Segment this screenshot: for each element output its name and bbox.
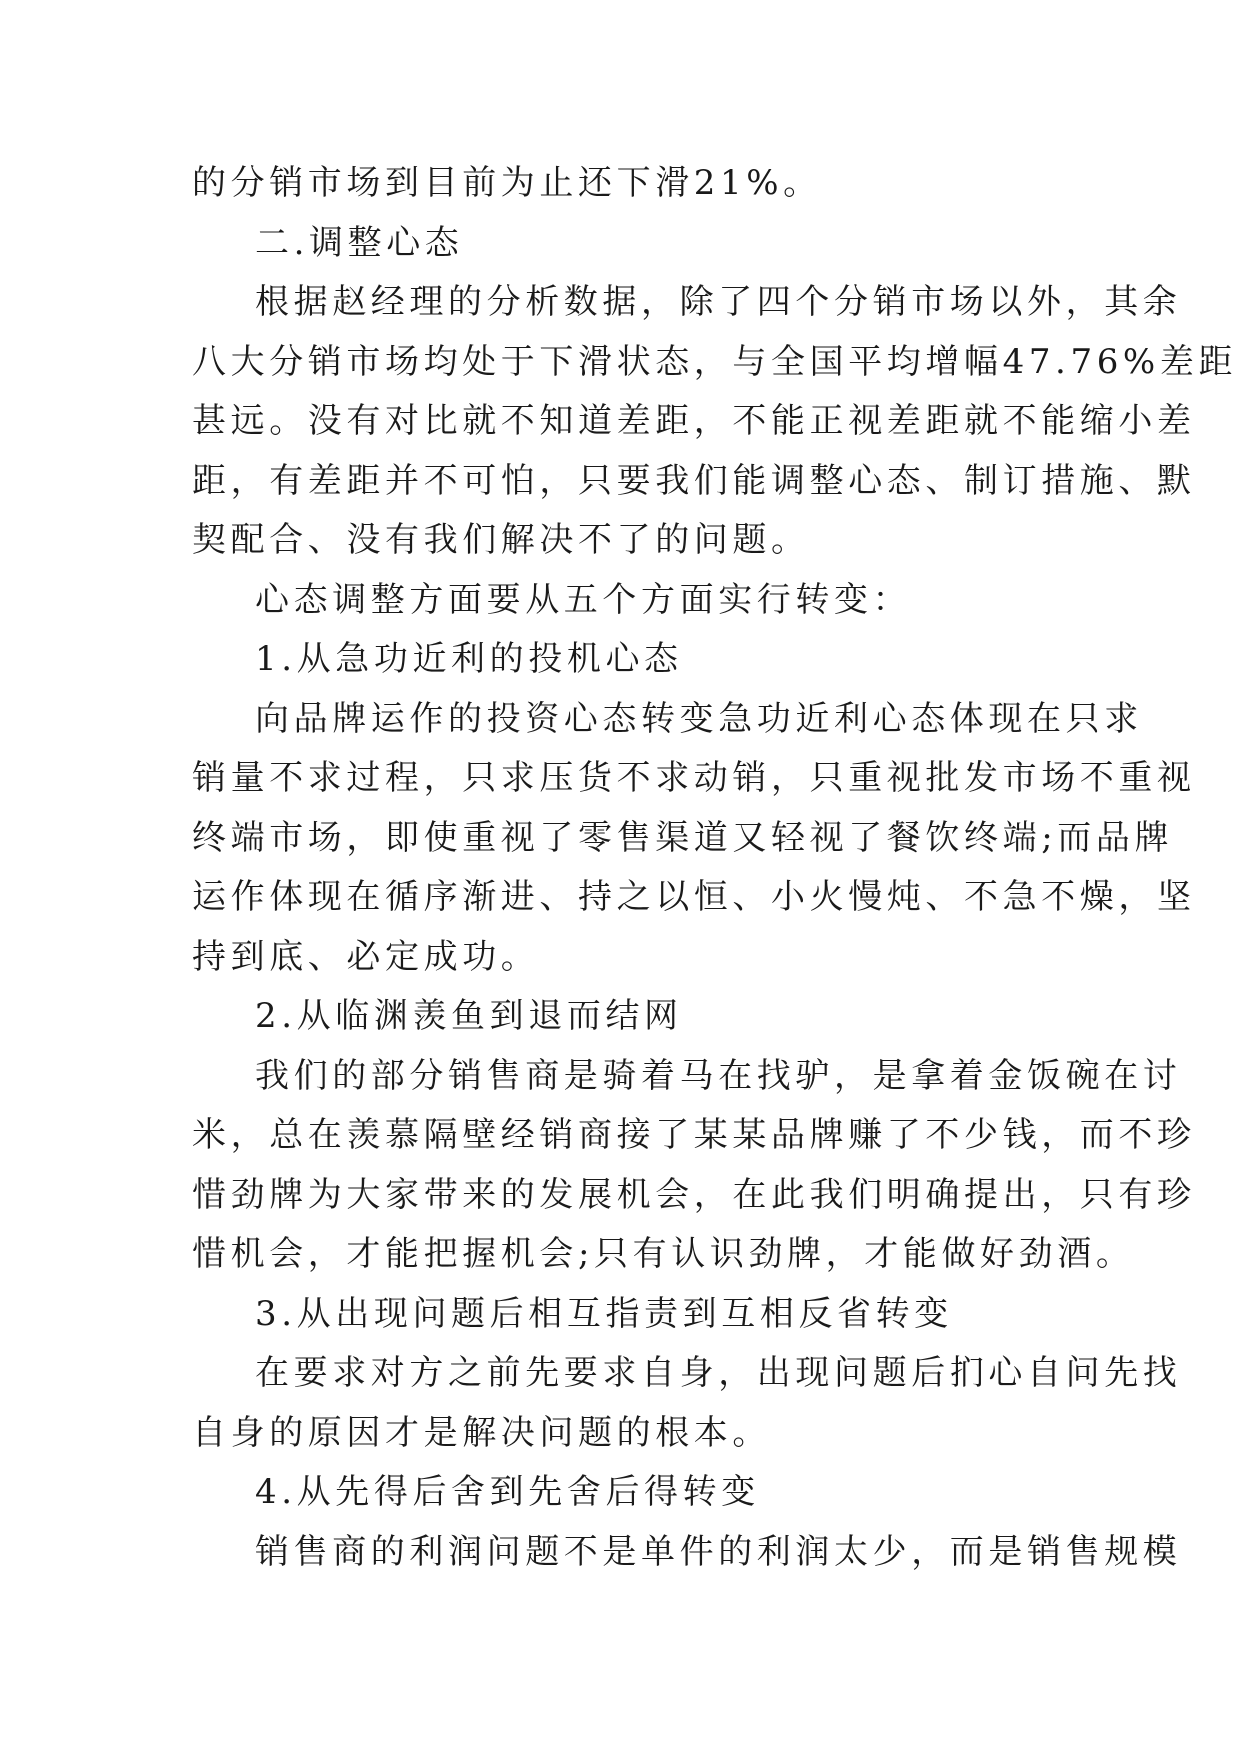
text-line: 销售商的利润问题不是单件的利润太少，而是销售规模 bbox=[255, 1531, 1182, 1572]
text-line: 距，有差距并不可怕，只要我们能调整心态、制订措施、默 bbox=[192, 460, 1196, 501]
text-line: 我们的部分销售商是骑着马在找驴，是拿着金饭碗在讨 bbox=[255, 1055, 1182, 1096]
body-text bbox=[192, 154, 1238, 1582]
text-line: 终端市场，即使重视了零售渠道又轻视了餐饮终端;而品牌 bbox=[192, 817, 1174, 858]
text-line: 契配合、没有我们解决不了的问题。 bbox=[192, 520, 810, 560]
text-line: 惜劲牌为大家带来的发展机会，在此我们明确提出，只有珍 bbox=[192, 1174, 1196, 1215]
text-line: 在要求对方之前先要求自身，出现问题后扪心自问先找 bbox=[255, 1353, 1182, 1393]
text-line: 2.从临渊羡鱼到退而结网 bbox=[255, 996, 683, 1036]
text-line: 甚远。没有对比就不知道差距，不能正视差距就不能缩小差 bbox=[192, 401, 1196, 441]
text-line: 根据赵经理的分析数据，除了四个分销市场以外，其余 bbox=[255, 282, 1182, 322]
text-line: 心态调整方面要从五个方面实行转变： bbox=[255, 579, 912, 620]
text-line: 3.从出现问题后相互指责到互相反省转变 bbox=[255, 1293, 953, 1334]
text-line: 惜机会，才能把握机会;只有认识劲牌，才能做好劲酒。 bbox=[192, 1234, 1135, 1274]
text-line: 自身的原因才是解决问题的根本。 bbox=[192, 1412, 771, 1453]
text-line: 4.从先得后舍到先舍后得转变 bbox=[255, 1472, 760, 1512]
text-line: 二.调整心态 bbox=[255, 222, 464, 263]
text-line: 向品牌运作的投资心态转变急功近利心态体现在只求 bbox=[255, 698, 1143, 739]
text-line: 持到底、必定成功。 bbox=[192, 936, 540, 977]
text-line: 米，总在羡慕隔壁经销商接了某某品牌赚了不少钱，而不珍 bbox=[192, 1115, 1196, 1155]
text-line: 的分销市场到目前为止还下滑21%。 bbox=[192, 163, 822, 203]
text-line: 八大分销市场均处于下滑状态，与全国平均增幅47.76%差距 bbox=[192, 341, 1238, 382]
text-line: 销量不求过程，只求压货不求动销，只重视批发市场不重视 bbox=[192, 758, 1196, 798]
text-line: 1.从急功近利的投机心态 bbox=[255, 639, 683, 679]
text-line: 运作体现在循序渐进、持之以恒、小火慢炖、不急不燥，坚 bbox=[192, 877, 1196, 917]
